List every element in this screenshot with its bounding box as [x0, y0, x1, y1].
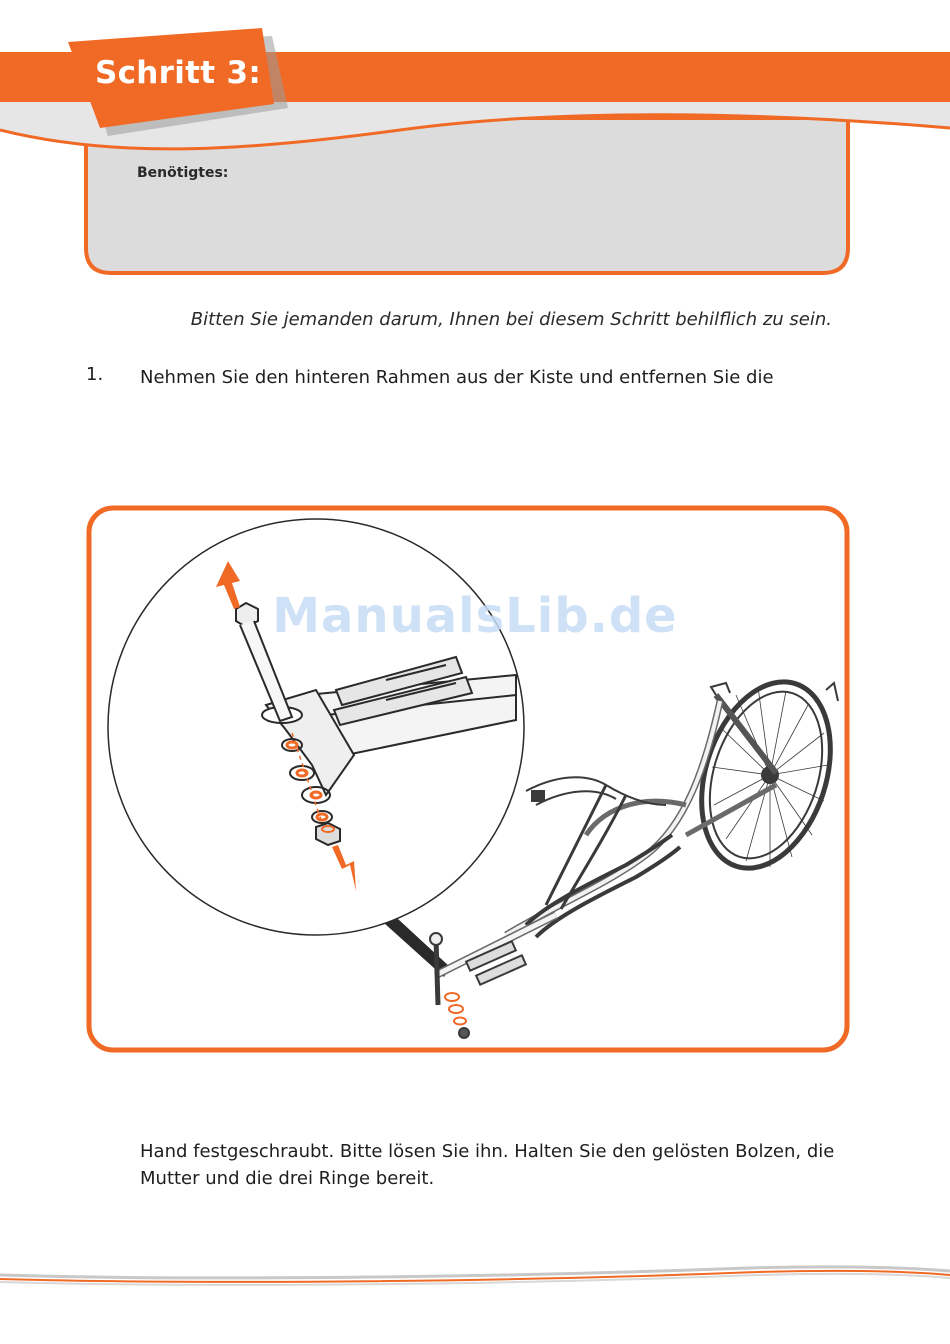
- step-number: 1.: [86, 364, 104, 385]
- detail-zoom-circle: [108, 519, 524, 935]
- watermark: ManualsLib.de: [272, 588, 678, 644]
- helper-hint: Bitten Sie jemanden darum, Ihnen bei diesem Schritt behilflich zu sein.: [190, 309, 832, 330]
- needed-label: Benötigtes:: [137, 165, 229, 181]
- footer-wave: [0, 1255, 950, 1295]
- header-band: [0, 0, 950, 290]
- step-text: Nehmen Sie den hinteren Rahmen aus der Kiste und entfernen Sie die: [140, 367, 774, 388]
- step-title: Schritt 3:: [95, 55, 262, 91]
- continuation-text: Hand festgeschraubt. Bitte lösen Sie ihn. Halten Sie den gelösten Bolzen, die Mutter und die drei Ringe bereit.: [140, 1141, 835, 1189]
